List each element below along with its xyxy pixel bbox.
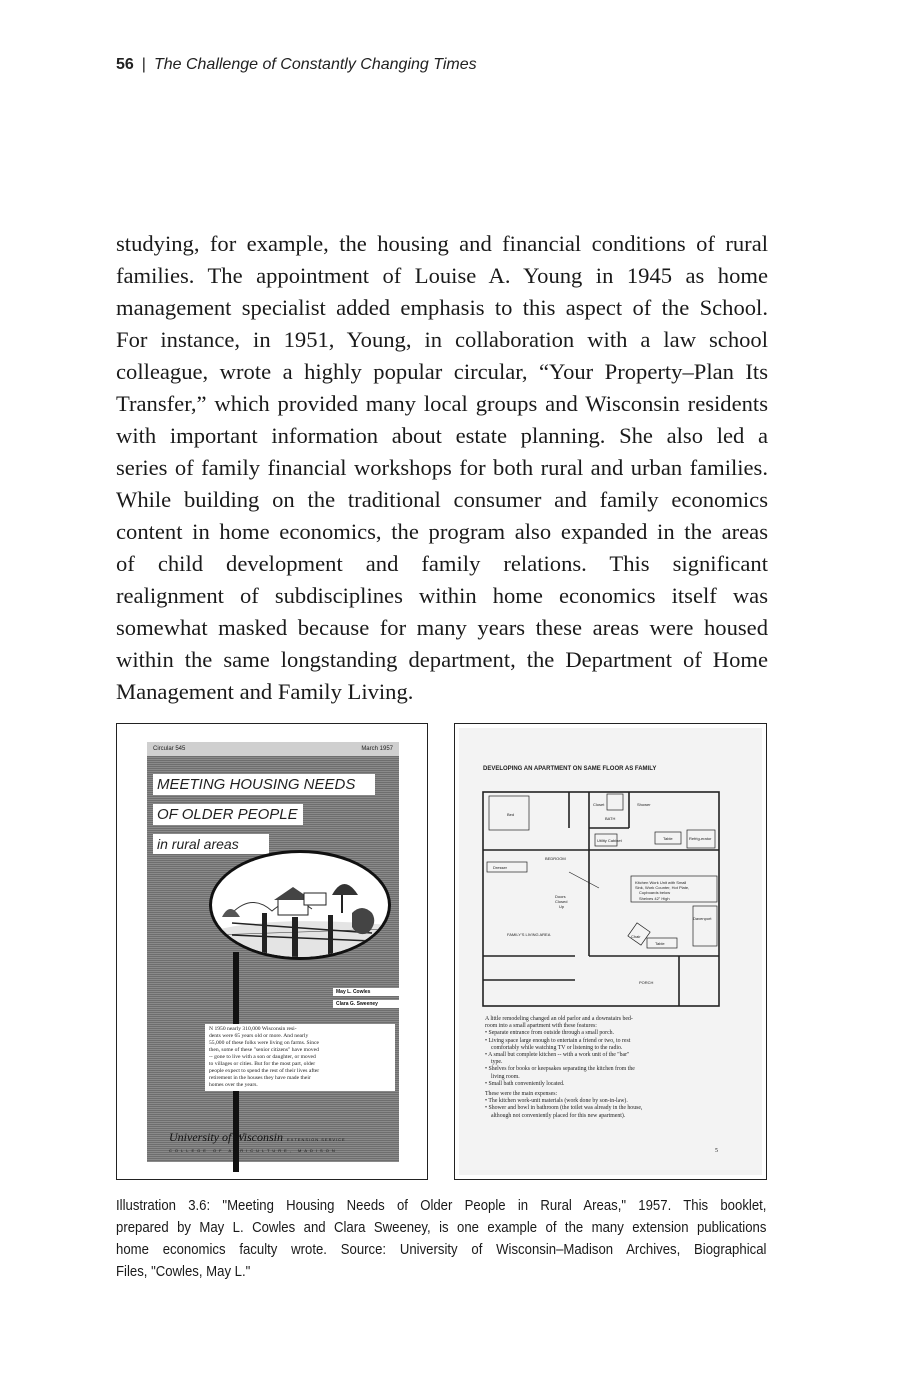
floor-plan-description [485, 1016, 735, 1120]
feature-item: • Separate entrance from outside through a small porch. [485, 1030, 615, 1037]
room-label: Kitchen Work Unit with Small [635, 880, 687, 885]
room-label: BATH [605, 816, 616, 821]
body-paragraph [116, 228, 768, 708]
blurb-line: N 1950 nearly 310,000 Wisconsin resi- [209, 1026, 297, 1032]
author-name: May L. Cowles [333, 988, 399, 996]
feature-item: living room. [491, 1073, 520, 1080]
feature-item: • A small but complete kitchen -- with a work unit of the "bar" [485, 1052, 630, 1059]
feature-item: • Small bath conveniently located. [485, 1080, 565, 1087]
intro-line: room into a small apartment with these features: [485, 1023, 597, 1030]
cover-title-line3: in rural areas [153, 834, 269, 854]
cover-title-line2: OF OLDER PEOPLE [153, 804, 303, 825]
author-name: Clara G. Sweeney [333, 1000, 399, 1008]
floor-plan-furniture [487, 794, 717, 948]
body-line: somewhat masked because for many years these areas were housed [116, 615, 768, 640]
room-label: Chair [631, 934, 641, 939]
booklet-cover-figure [116, 723, 428, 1180]
cover-title-line1: MEETING HOUSING NEEDS [153, 774, 375, 795]
room-label: Cupboards below [639, 890, 671, 895]
body-line: of child development and family relations. This significant [116, 551, 768, 576]
running-header [116, 56, 477, 74]
caption-line: home economics faculty wrote. Source: University of Wisconsin–Madison Archives, Biographical [116, 1242, 767, 1258]
room-label: Dresser [493, 865, 508, 870]
circular-date: March 1957 [361, 746, 393, 752]
room-label: Davenport [693, 916, 712, 921]
booklet-page-number: 5 [715, 1148, 718, 1154]
body-line: colleague, wrote a highly popular circular, “Your Property–Plan Its [116, 359, 768, 384]
body-line: families. The appointment of Louise A. Young in 1945 as home [116, 263, 768, 288]
extension-service-label: EXTENSION SERVICE [287, 1137, 346, 1142]
room-label: Shower [637, 802, 651, 807]
expense-item: • The kitchen work-unit materials (work done by son-in-law). [485, 1098, 628, 1105]
body-line: management specialist added emphasis to this aspect of the School. [116, 295, 768, 320]
body-line: Management and Family Living. [116, 679, 414, 704]
body-line: realignment of subdisciplines within home economics itself was [116, 583, 768, 608]
expenses-intro: These were the main expenses: [485, 1091, 558, 1098]
room-label: BEDROOM [545, 856, 566, 861]
cover-authors [333, 988, 399, 1012]
room-label: Table [655, 941, 665, 946]
caption-line: Files, "Cowles, May L." [116, 1264, 251, 1280]
caption-line: Illustration 3.6: "Meeting Housing Needs of Older People in Rural Areas," 1957. This booklet, [116, 1198, 767, 1214]
floor-plan-drawing [479, 780, 741, 1010]
intro-line: A little remodeling changed an old parlor and a downstairs bed- [485, 1016, 633, 1022]
booklet-cover [147, 742, 399, 1162]
expense-item: although not conveniently placed for this new apartment). [491, 1112, 626, 1119]
room-label: Utility Cabinet [597, 838, 622, 843]
body-line: studying, for example, the housing and financial conditions of rural [116, 231, 768, 256]
blurb-line: then, some of these "senior citizens" have moved [209, 1047, 319, 1053]
circular-number: Circular 545 [153, 746, 186, 752]
blurb-line: homes over the years. [209, 1082, 258, 1088]
university-wordmark: University of Wisconsin [169, 1130, 283, 1144]
room-label: FAMILY'S LIVING AREA [507, 932, 551, 937]
room-label: Sink, Work Counter, Hot Plate, [635, 885, 690, 890]
farm-illustration [209, 850, 391, 960]
body-line: within the same longstanding department, the Department of Home [116, 647, 768, 672]
blurb-line: -- gone to live with a son or daughter, or moved [209, 1054, 316, 1060]
cover-blurb [205, 1024, 395, 1091]
running-title: The Challenge of Constantly Changing Times [153, 56, 477, 73]
room-label: Shelves 42" High [639, 896, 670, 901]
blurb-line: dents were 65 years old or more. And nearly [209, 1033, 309, 1039]
feature-item: comfortably while watching TV or listening to the radio. [491, 1044, 623, 1051]
body-line: While building on the traditional consumer and family economics [116, 487, 768, 512]
body-line: For instance, in 1951, Young, in collaboration with a law school [116, 327, 768, 352]
feature-item: type. [491, 1059, 503, 1066]
expense-item: • Shower and bowl in bathroom (the toilet was already in the house, [485, 1105, 643, 1112]
farm-scene-icon [212, 853, 388, 957]
floor-plan-walls [483, 792, 719, 1006]
blurb-line: people expect to spend the rest of their lives after [209, 1068, 320, 1074]
blurb-line: retirement in the houses they have made their [209, 1075, 311, 1081]
room-label: Doors [555, 894, 566, 899]
room-label: Closed [555, 899, 568, 904]
room-label: Table [663, 836, 673, 841]
room-label: PORCH [639, 980, 654, 985]
blurb-line: to villages or cities. But for the most part, older [209, 1061, 316, 1067]
caption-line: prepared by May L. Cowles and Clara Sweeney, is one example of the many extension publications [116, 1220, 767, 1236]
floor-plan-title: DEVELOPING AN APARTMENT ON SAME FLOOR AS FAMILY [483, 766, 657, 772]
blurb-line: 55,000 of these folks were living on farms. Since [209, 1040, 319, 1046]
college-label: COLLEGE OF AGRICULTURE, MADISON [169, 1148, 338, 1153]
figure-caption [116, 1195, 767, 1283]
floor-plan-figure [454, 723, 767, 1180]
body-line: with important information about estate planning. She also led a [116, 423, 768, 448]
body-line: series of family financial workshops for both rural and urban families. [116, 455, 768, 480]
body-line: Transfer,” which provided many local groups and Wisconsin residents [116, 391, 768, 416]
room-label: Closet [593, 802, 605, 807]
room-label: Up [559, 904, 565, 909]
body-line: content in home economics, the program also expanded in the areas [116, 519, 768, 544]
page-number: 56 [116, 56, 134, 73]
header-separator: | [141, 56, 146, 73]
cover-publisher [169, 1128, 389, 1153]
feature-item: • Shelves for books or keepsakes separating the kitchen from the [485, 1066, 635, 1073]
room-label: Bed [507, 812, 515, 817]
room-label: Refrig-erator [689, 836, 712, 841]
feature-item: • Living space large enough to entertain a friend or two, to rest [485, 1037, 631, 1044]
cover-halftone [147, 756, 399, 1162]
floor-plan-page [459, 728, 762, 1175]
